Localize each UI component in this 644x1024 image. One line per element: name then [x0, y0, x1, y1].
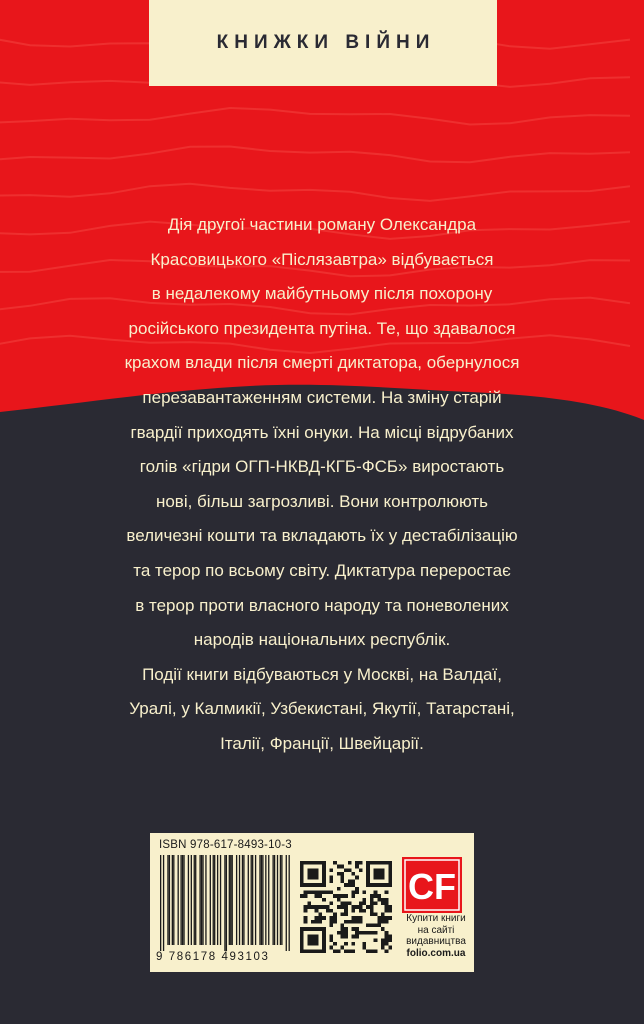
shop-line: на сайті [417, 924, 455, 936]
blurb-line: Події книги відбуваються у Москві, на Валдаї, [142, 664, 502, 684]
blurb-line: народів національних республік. [193, 630, 451, 650]
blurb-text [40, 208, 604, 762]
blurb-line: гвардії приходять їхні онуки. На місці відрубаних [130, 422, 514, 442]
blurb-line: російського президента путіна. Те, що здавалося [128, 318, 516, 338]
qr-code-icon [300, 861, 392, 953]
publisher-url: folio.com.ua [406, 947, 466, 959]
shop-line: Купити книги [406, 913, 466, 924]
isbn-text: ISBN 978-617-8493-10-3 [159, 839, 292, 851]
barcode-digits: 9 786178 493103 [156, 951, 270, 963]
publisher-logo [402, 857, 462, 913]
blurb-line: крахом влади після смерті диктатора, обернулося [124, 353, 520, 373]
series-label-box [149, 0, 497, 86]
blurb-line: в терор проти власного народу та поневолених [135, 595, 509, 615]
barcode-icon [160, 855, 290, 951]
blurb-line: Красовицького «Післязавтра» відбувається [150, 249, 494, 269]
shop-line: видавництва [406, 936, 466, 947]
barcode-panel [150, 833, 474, 972]
blurb-line: перезавантаженням системи. На зміну старій [142, 387, 502, 407]
shop-text [401, 913, 471, 959]
blurb-line: Італії, Франції, Швейцарії. [220, 733, 424, 753]
blurb-line: Уралі, у Калмикії, Узбекистані, Якутії, Татарстані, [129, 699, 515, 719]
blurb-line: величезні кошти та вкладають їх у дестабілізацію [126, 526, 518, 546]
blurb-line: нові, більш загрозливі. Вони контролюють [155, 491, 489, 511]
blurb-line: Дія другої частини роману Олександра [167, 215, 477, 234]
blurb-line: голів «гідри ОГП-НКВД-КГБ-ФСБ» виростають [139, 457, 505, 477]
series-label-text: КНИЖКИ ВІЙНИ [216, 32, 436, 53]
logo-text: CF [408, 866, 456, 907]
blurb-line: та терор по всьому світу. Диктатура переростає [133, 560, 511, 580]
blurb-line: в недалекому майбутньому після похорону [151, 284, 493, 304]
